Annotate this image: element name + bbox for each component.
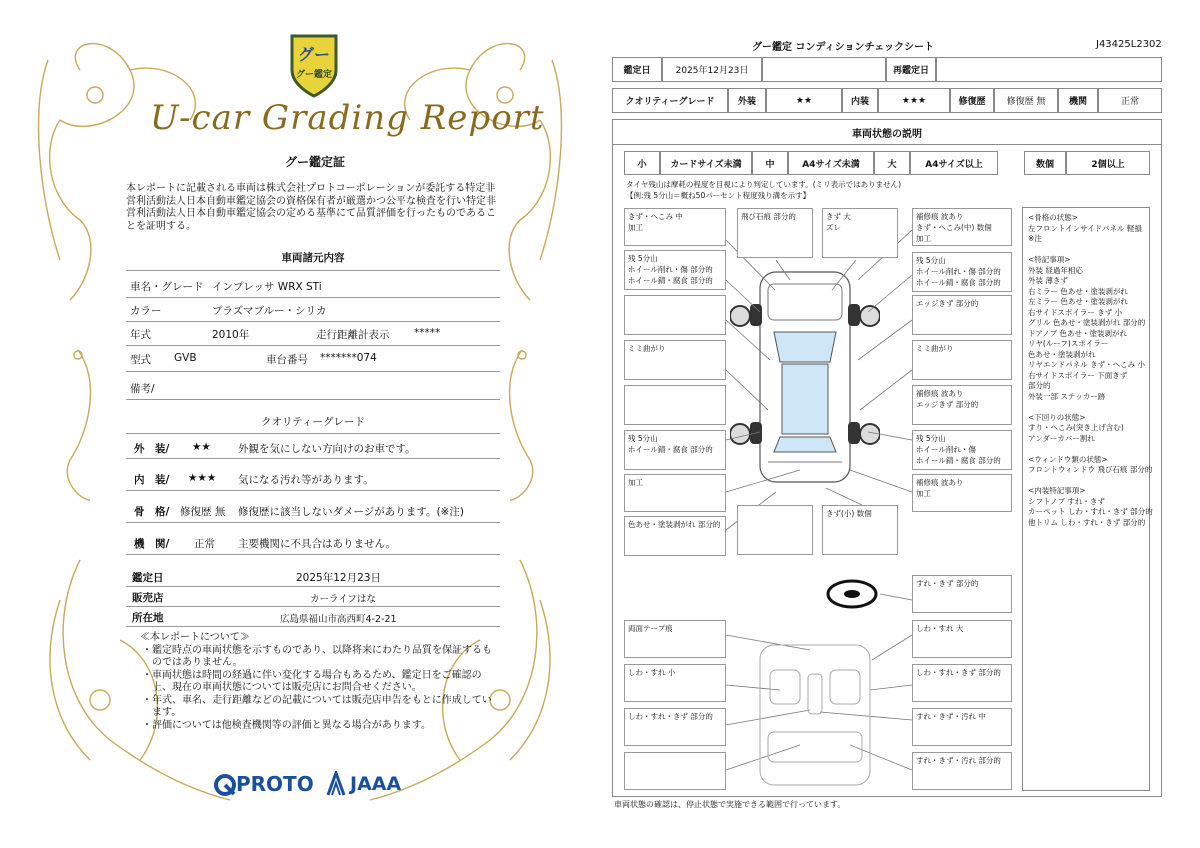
certificate-statement: 本レポートに記載される車両は株式会社プロトコーポレーションが委託する特定非営利活動法人日本自動車鑑定協会の資格保有者が厳選かつ公平な検査を行い特定非営利活動法人日本自動車鑑定協会の定める基準にて品質評価を行ったものであることを証明する。 (126, 183, 496, 232)
spec-label: 備考/ (130, 383, 155, 395)
sheet-id: J43425L2302 (1096, 39, 1162, 50)
note-line: ホイール錆・腐食 部分的 (628, 445, 713, 454)
note-line: ミミ曲がり (916, 344, 954, 353)
dealer-row (126, 587, 500, 607)
proto-logo-icon (214, 774, 236, 796)
size-small-value: カードサイズ未満 (660, 151, 752, 175)
qg-exterior-value: ★★ (766, 88, 842, 113)
note-rear-right (912, 474, 1012, 512)
note-line: 右サイドスポイラー 下面きず (1028, 370, 1128, 380)
note-line: アンダーカバー割れ (1028, 433, 1095, 443)
size-large-label: 大 (874, 151, 910, 175)
grade-value: ★★ (192, 441, 211, 453)
address-label: 所在地 (132, 612, 164, 624)
address-row (126, 607, 500, 627)
note-line: ズレ (826, 223, 841, 232)
grade-row-engine (126, 529, 500, 555)
note-item: ・鑑定時点の車両状態を示すものであり、以降将来にわたり品質を保証するものではありません。 (142, 644, 492, 668)
note-line: 残 5分山 (916, 434, 946, 443)
spec-value: プラズマブルー・シリカ (212, 305, 327, 317)
sheet-title: グー鑑定 コンディションチェックシート (752, 42, 935, 53)
note-rear-seat (912, 752, 1012, 790)
note-line (1028, 402, 1160, 413)
note-line: グリル 色あせ・塗装剥がれ 部分的 (1028, 318, 1146, 327)
qg-label: クオリティーグレード (612, 88, 728, 113)
grade-desc: 外観を気にしない方向けのお車です。 (238, 443, 416, 455)
count-label: 数個 (1024, 151, 1066, 175)
tire-note: タイヤ残山は摩耗の程度を目視により判定しています。(ミリ表示ではありません) (626, 180, 902, 189)
note-line: 両面テープ痕 (628, 624, 673, 633)
note-item: ・評価については他検査機関等の評価と異なる場合があります。 (142, 719, 431, 731)
tire-example-note: 【例:残 5分山＝概ね50パーセント程度残り溝を示す】 (626, 191, 811, 200)
certificate-title: グー鑑定証 (284, 155, 345, 169)
note-line: 補修痕 波あり (916, 389, 964, 398)
qg-repair-value: 修復歴 無 (994, 88, 1058, 113)
spec-label: 型式 (130, 354, 151, 366)
note-tire-front-left (624, 250, 726, 290)
note-right-trim (912, 664, 1012, 702)
note-front-right (912, 208, 1012, 246)
note-line (1028, 476, 1160, 487)
note-line: きず 大 (826, 212, 851, 221)
grade-value: 正常 (194, 538, 215, 550)
note-steering (912, 575, 1012, 613)
note-right-fender (912, 295, 1012, 335)
spec-label: カラー (130, 305, 162, 317)
special-notes-text (1028, 213, 1160, 528)
note-line: 左フロントインサイドパネル 軽損 (1028, 223, 1142, 233)
grade-label: 内 装/ (134, 474, 170, 486)
note-line: 残 5分山 (628, 254, 658, 263)
notes-title: ≪本レポートについて≫ (140, 632, 250, 643)
note-line: 色あせ・塗装剥がれ (1028, 349, 1096, 359)
sponsor-logos (214, 768, 414, 802)
note-line: きず・へこみ 中 (628, 212, 683, 221)
note-line: <下回りの状態> (1028, 412, 1086, 422)
note-line: エッジきず 部分的 (916, 299, 979, 308)
note-line: 色あせ・塗装剥がれ 部分的 (628, 520, 721, 529)
note-line: 補修痕 波あり (916, 212, 964, 221)
qg-interior-label: 内装 (842, 88, 878, 113)
note-line: エッジきず 部分的 (916, 400, 979, 409)
spec-value: ***** (414, 327, 441, 339)
spec-value: *******074 (320, 352, 377, 364)
size-medium-value: A4サイズ未満 (788, 151, 874, 175)
date-value: 2025年12月23日 (662, 57, 762, 82)
note-line: しわ・すれ 小 (628, 668, 676, 677)
note-left-door-front (624, 340, 726, 380)
qg-engine-label: 機関 (1058, 88, 1098, 113)
spec-label: 年式 (130, 329, 151, 341)
note-line: 他トリム しわ・すれ・きず 部分的 (1028, 517, 1146, 527)
note-rear-spoiler (624, 516, 726, 556)
note-line: 加工 (628, 223, 643, 232)
note-line: 外装一部 ステッカー跡 (1028, 391, 1106, 401)
note-windshield (737, 208, 813, 258)
note-hood (822, 208, 898, 258)
grade-value: ★★★ (188, 472, 217, 484)
note-line: 加工 (916, 489, 931, 498)
note-line: <骨格の状態> (1028, 213, 1079, 222)
note-rear-window (737, 505, 813, 555)
note-item: ・年式、車名、走行距離などの記載については販売店申告をもとに作成しています。 (142, 694, 492, 718)
note-rear-seat-left (624, 752, 726, 790)
grade-label: 骨 格/ (134, 506, 170, 518)
qg-repair-label: 修復歴 (950, 88, 994, 113)
size-medium-label: 中 (752, 151, 788, 175)
spec-row-type (126, 346, 500, 372)
note-trunk (822, 505, 898, 555)
interior-seat-diagram (750, 640, 880, 790)
note-rear-left (624, 474, 726, 512)
spec-value: 2010年 (212, 329, 250, 341)
note-tire-rear-right (912, 430, 1012, 470)
qg-interior-value: ★★★ (878, 88, 950, 113)
svg-text:グー: グー (297, 45, 331, 64)
grade-row-exterior (126, 433, 500, 459)
note-line: ホイール錆・腐食 部分的 (628, 276, 713, 285)
note-line: <内装特記事項> (1028, 486, 1086, 495)
note-line: ドアノブ 色あせ・塗装剥がれ (1028, 328, 1128, 338)
note-line: 飛び石痕 部分的 (741, 212, 796, 221)
note-line: シフトノブ すれ・きず (1028, 496, 1105, 506)
note-passenger-seat (624, 664, 726, 702)
note-line: きず(小) 数個 (826, 509, 872, 518)
note-line: きず・へこみ(中) 数個 (916, 223, 992, 232)
size-large-value: A4サイズ以上 (910, 151, 998, 175)
note-line (1028, 245, 1160, 256)
appraisal-date-value: 2025年12月23日 (296, 572, 381, 584)
note-line: フロントウィンドウ 飛び石痕 部分的 (1028, 465, 1153, 474)
note-line: ミミ曲がり (628, 344, 666, 353)
goo-kantei-badge (286, 30, 342, 100)
note-line (1028, 444, 1160, 455)
note-front-left (624, 208, 726, 246)
grade-row-interior (126, 465, 500, 491)
specs-section-title: 車両諸元内容 (281, 252, 345, 264)
note-line: 外装 薄きず (1028, 276, 1068, 285)
note-driver-seat (912, 620, 1012, 658)
note-line: <ウィンドウ類の状態> (1028, 454, 1108, 464)
condition-check-sheet (600, 0, 1200, 848)
note-line: 加工 (628, 478, 643, 487)
note-line: 補修痕 波あり (916, 478, 964, 487)
spec-value: GVB (174, 352, 197, 364)
grade-section-title: クオリティーグレード (261, 416, 365, 428)
note-line: リヤエンドパネル きず・へこみ 小 (1028, 360, 1145, 369)
note-line: 外装 経過年相応 (1028, 265, 1083, 275)
note-line: <特記事項> (1028, 255, 1071, 264)
note-line: すれ・きず・汚れ 中 (916, 712, 986, 721)
note-line: ホイール錆・腐食 部分的 (916, 278, 1001, 287)
note-left-trim (624, 708, 726, 746)
spec-label: 車台番号 (266, 354, 308, 366)
note-right-door-front (912, 340, 1012, 380)
note-left-door-rear (624, 385, 726, 425)
steering-wheel-icon (826, 578, 878, 610)
proto-logo-text: PROTO (236, 772, 314, 796)
dealer-label: 販売店 (132, 592, 164, 604)
size-small-label: 小 (624, 151, 660, 175)
grade-desc: 修復歴に該当しないダメージがあります。(※注) (238, 506, 464, 518)
report-notes (140, 632, 500, 732)
note-line: リヤ(ルーフ)スポイラー (1028, 339, 1109, 348)
note-line: 右ミラー 色あせ・塗装剥がれ (1028, 286, 1128, 296)
spec-row-name (126, 270, 500, 298)
spec-row-year (126, 322, 500, 346)
condition-title: 車両状態の説明 (612, 119, 1162, 145)
grade-value: 修復歴 無 (180, 506, 226, 518)
note-line: すれ・きず 部分的 (916, 579, 979, 588)
grade-desc: 主要機関に不具合はありません。 (238, 538, 397, 550)
note-line: 右サイドスポイラー きず 小 (1028, 307, 1123, 317)
footer-note: 車両状態の確認は、停止状態で実施できる範囲で行っています。 (614, 800, 846, 809)
note-line: しわ・すれ 大 (916, 624, 964, 633)
brand-script-title: U-car Grading Report (150, 98, 545, 138)
spec-row-remarks (126, 372, 500, 400)
date-label: 鑑定日 (612, 57, 662, 82)
note-line: ホイール削れ・傷 部分的 (916, 267, 1001, 276)
spec-label: 走行距離計表示 (316, 329, 390, 341)
note-line: カーペット しわ・すれ・きず 部分的 (1028, 507, 1153, 516)
count-value: 2個以上 (1066, 151, 1150, 175)
note-console (912, 708, 1012, 746)
qg-engine-value: 正常 (1098, 88, 1162, 113)
spec-row-color (126, 298, 500, 322)
note-line: 左ミラー 色あせ・塗装剥がれ (1028, 297, 1128, 306)
spec-value: インプレッサ WRX STi (212, 281, 322, 293)
note-line: ホイール削れ・傷 (916, 445, 976, 454)
note-dashboard (624, 620, 726, 658)
note-line: ※注 (1028, 234, 1042, 243)
dealer-value: カーライフはな (310, 594, 376, 605)
grade-label: 外 装/ (134, 443, 170, 455)
appraisal-date-label: 鑑定日 (132, 572, 164, 584)
note-item: ・車両状態は時間の経過に伴い変化する場合もあるため、鑑定日をご確認の上、現在の車両状態については販売店にお問合せください。 (142, 669, 482, 693)
note-line: すれ・きず・汚れ 部分的 (916, 756, 1001, 765)
note-right-door-rear (912, 385, 1012, 425)
note-line: 加工 (916, 234, 931, 243)
note-line: しわ・すれ・きず 部分的 (628, 712, 713, 721)
appraisal-date-row (126, 565, 500, 587)
grade-label: 機 関/ (134, 538, 170, 550)
qg-exterior-label: 外装 (728, 88, 766, 113)
grade-row-frame (126, 497, 500, 523)
note-line: すり・へこみ(突き上げ含む) (1028, 423, 1124, 432)
note-tire-front-right (912, 252, 1012, 292)
spec-label: 車名・グレード (130, 281, 204, 293)
note-line: しわ・すれ・きず 部分的 (916, 668, 1001, 677)
address-value: 広島県福山市高西町4-2-21 (280, 614, 397, 625)
badge-text: グー鑑定 (295, 70, 332, 80)
note-line: 部分的 (1028, 381, 1051, 390)
reappraisal-label: 再鑑定日 (886, 57, 936, 82)
note-line: ホイール削れ・傷 部分的 (628, 265, 713, 274)
jaaa-logo-text: JAAA (350, 773, 402, 795)
note-line: 残 5分山 (916, 256, 946, 265)
note-tire-rear-left (624, 430, 726, 470)
note-line: 残 5分山 (628, 434, 658, 443)
note-left-fender (624, 295, 726, 335)
grade-desc: 気になる汚れ等があります。 (238, 474, 374, 486)
note-line: ホイール錆・腐食 部分的 (916, 456, 1001, 465)
jaaa-logo-icon (326, 771, 346, 797)
